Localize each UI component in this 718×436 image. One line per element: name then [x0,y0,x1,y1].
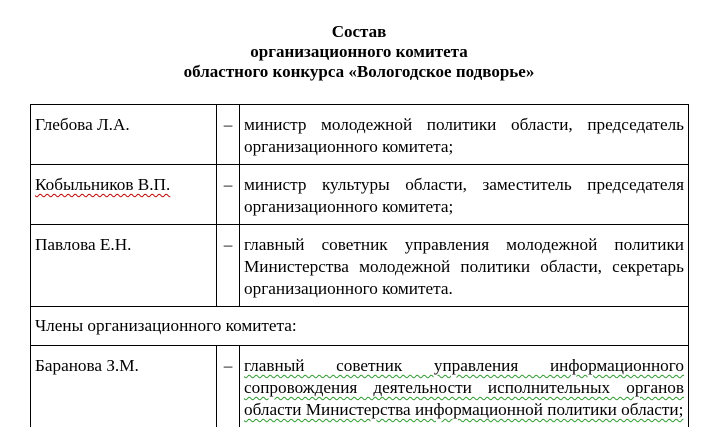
title-line-3: областного конкурса «Вологодское подворье» [183,62,535,81]
member-role: министр культуры области, заместитель председателя организационного комитета; [240,165,689,225]
member-role: главный советник управления молодежной политики Министерства молодежной политики области, секретарь организационного комитета. [240,225,689,307]
dash-cell: – [217,165,240,225]
section-row [31,307,689,346]
member-name: Глебова Л.А. [31,105,217,165]
table-row [31,225,689,307]
member-name: Баранова З.М. [31,346,217,428]
committee-table [30,104,689,427]
table-row [31,165,689,225]
section-label: Члены организационного комитета: [31,307,689,346]
table-row [31,105,689,165]
table-row [31,346,689,428]
member-role [240,346,689,428]
member-role: министр молодежной политики области, председатель организационного комитета; [240,105,689,165]
dash-cell: – [217,346,240,428]
document-title [0,22,718,82]
dash-cell: – [217,105,240,165]
title-line-1: Состав [331,22,387,41]
spellcheck-name: Кобыльников В.П. [35,175,171,194]
grammar-marked-text: главный советник управления информационного сопровождения деятельности исполнительных органов области Министерства информационной политики области; [244,356,684,419]
member-name [31,165,217,225]
title-line-2: организационного комитета [250,42,468,61]
dash-cell: – [217,225,240,307]
member-name: Павлова Е.Н. [31,225,217,307]
